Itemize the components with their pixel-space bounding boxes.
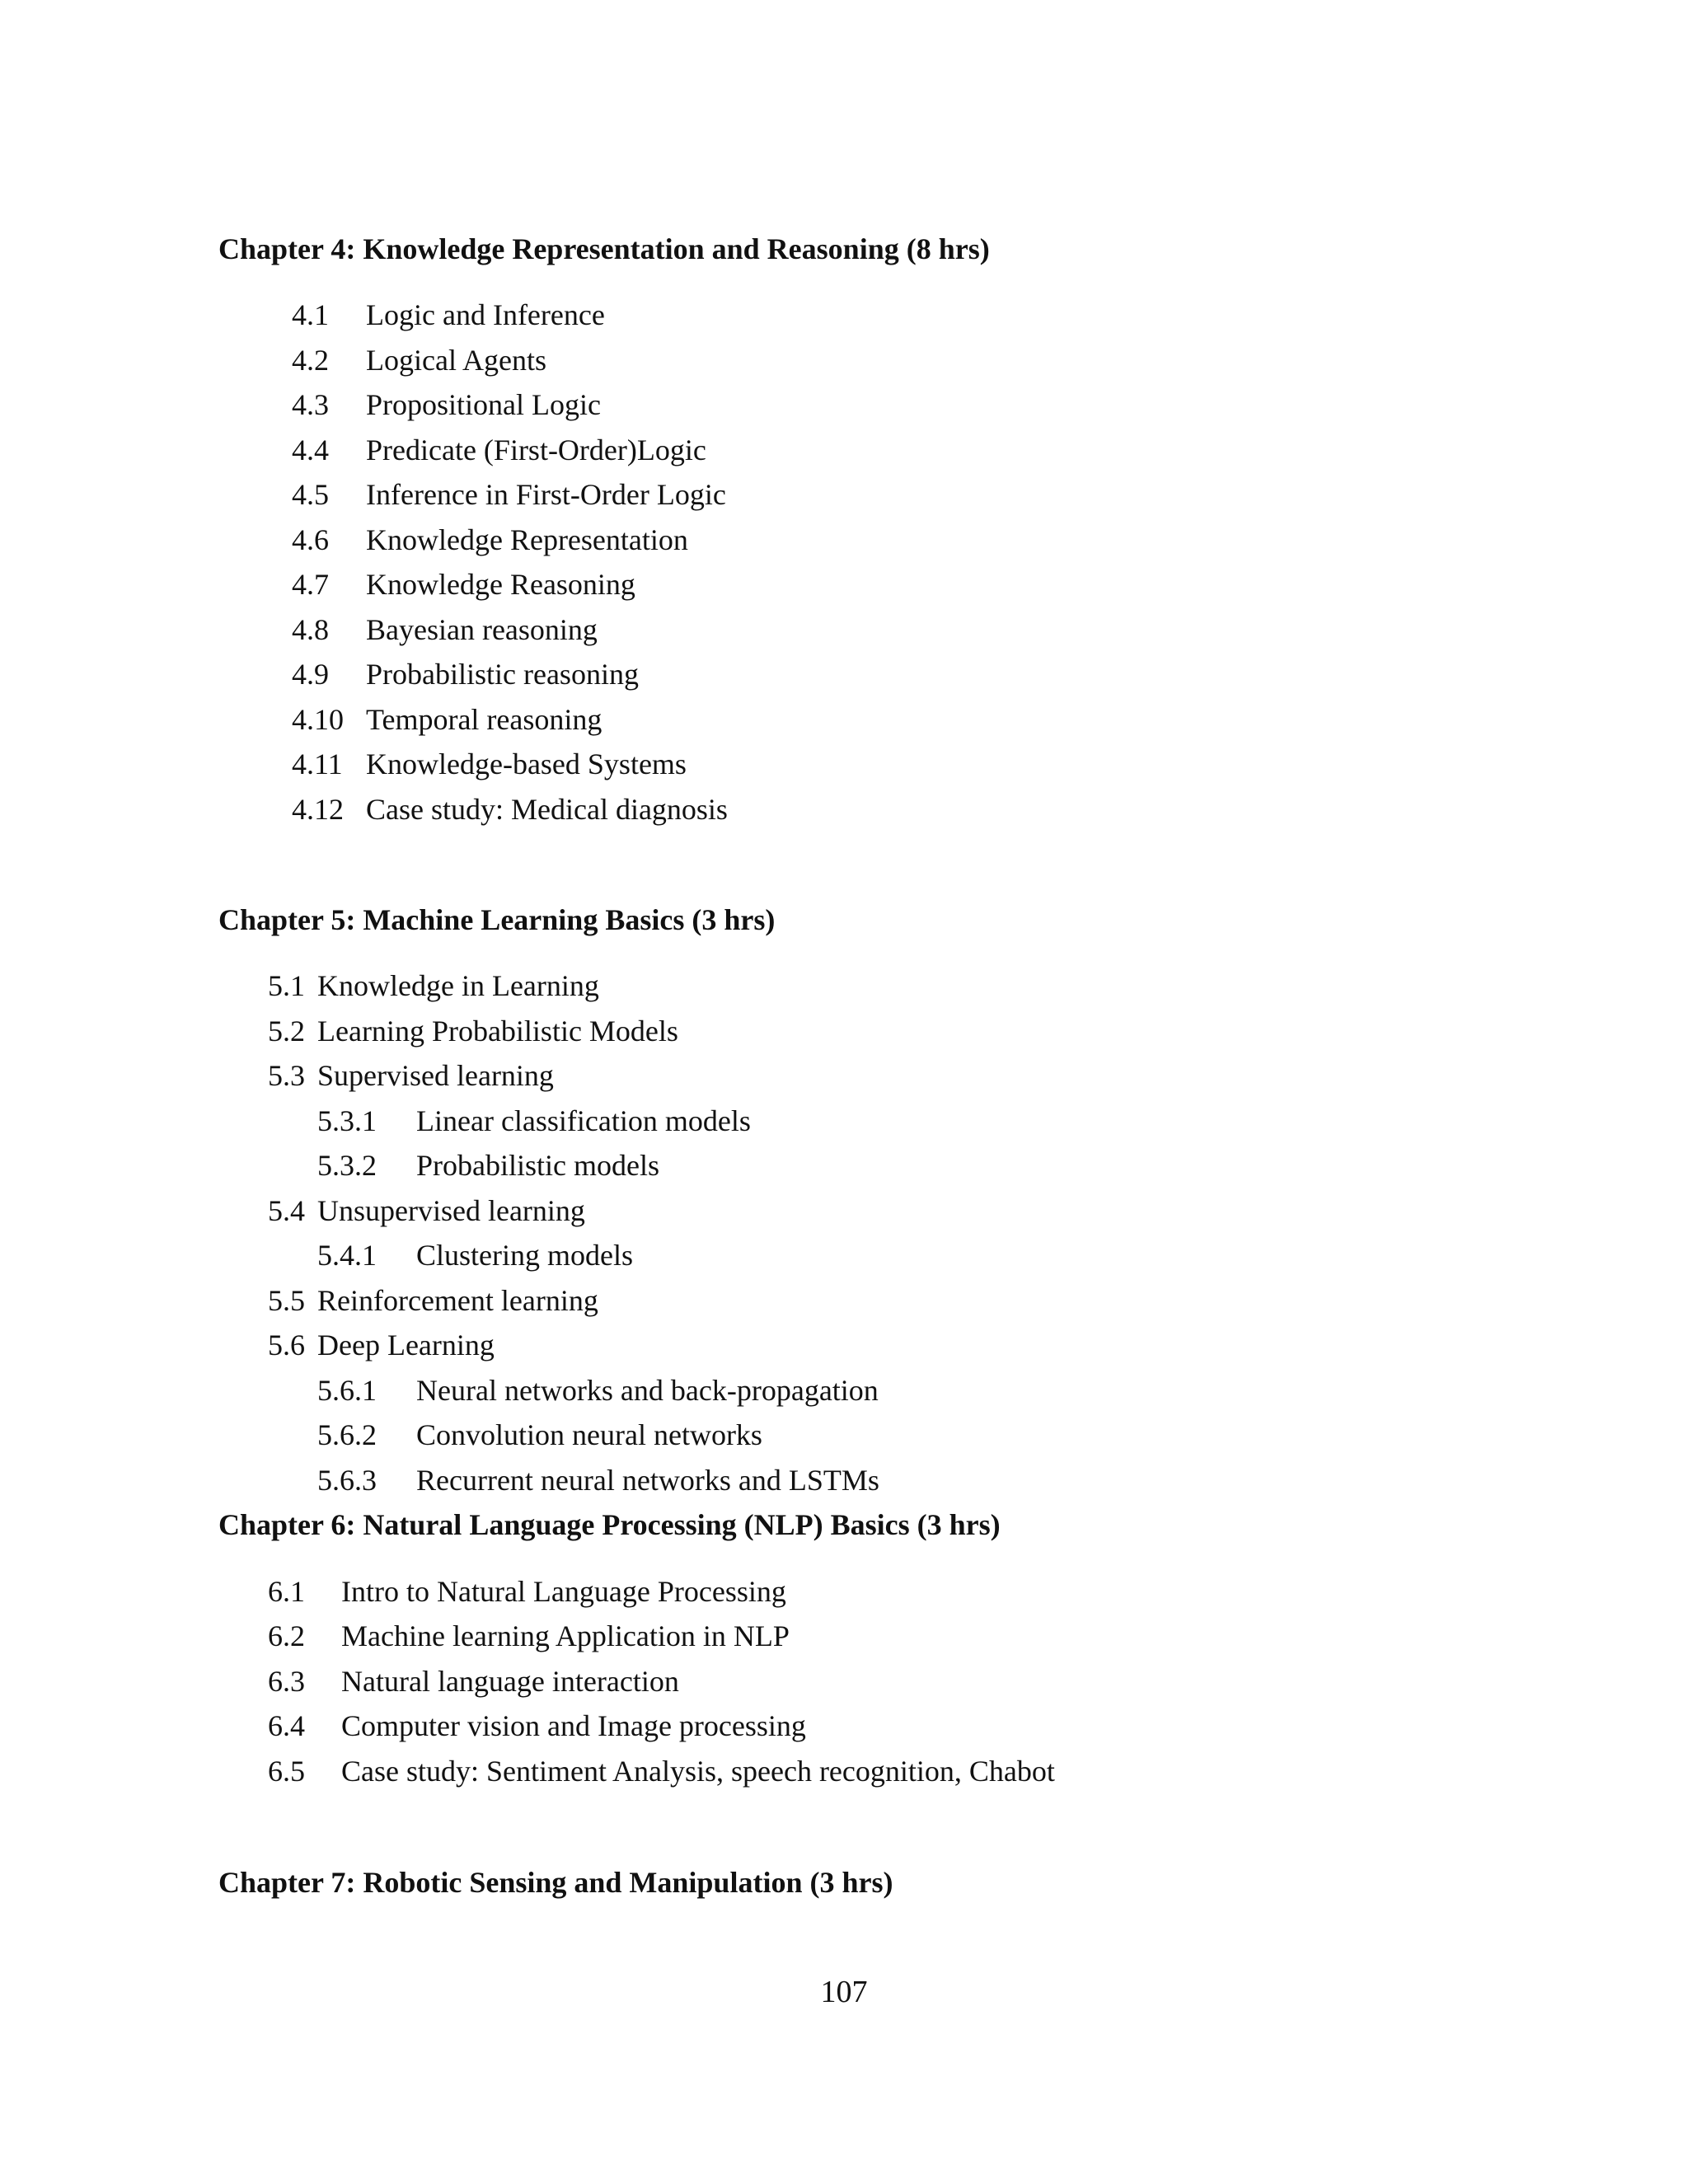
item-text: Supervised learning (317, 1059, 554, 1092)
item-number: 5.6.1 (317, 1374, 377, 1407)
item-text: Unsupervised learning (317, 1194, 585, 1227)
item-text: Deep Learning (317, 1329, 495, 1361)
item-number: 4.2 (292, 344, 329, 377)
item-text: Logical Agents (366, 344, 546, 377)
item-text: Predicate (First-Order)Logic (366, 434, 706, 466)
item-number: 4.4 (292, 434, 329, 466)
item-number: 5.2 (268, 1015, 305, 1047)
item-text: Intro to Natural Language Processing (341, 1575, 786, 1608)
item-text: Learning Probabilistic Models (317, 1015, 678, 1047)
item-number: 6.3 (268, 1665, 305, 1698)
item-text: Probabilistic models (416, 1149, 659, 1182)
item-text: Case study: Medical diagnosis (366, 793, 728, 826)
item-text: Knowledge in Learning (317, 969, 599, 1002)
item-text: Probabilistic reasoning (366, 658, 639, 691)
item-number: 5.1 (268, 969, 305, 1002)
item-number: 4.11 (292, 748, 343, 780)
item-text: Temporal reasoning (366, 703, 603, 736)
item-number: 5.3 (268, 1059, 305, 1092)
item-number: 4.1 (292, 298, 329, 331)
item-number: 6.4 (268, 1709, 305, 1742)
item-text: Inference in First-Order Logic (366, 478, 726, 511)
chapter-6-heading: Chapter 6: Natural Language Processing (NLP) Basics (3 hrs) (218, 1508, 1001, 1541)
item-text: Reinforcement learning (317, 1284, 598, 1317)
item-number: 6.5 (268, 1755, 305, 1788)
item-text: Natural language interaction (341, 1665, 679, 1698)
item-text: Propositional Logic (366, 388, 601, 421)
chapter-5-heading: Chapter 5: Machine Learning Basics (3 hrs) (218, 903, 776, 936)
item-text: Machine learning Application in NLP (341, 1619, 790, 1652)
item-text: Linear classification models (416, 1104, 751, 1137)
item-number: 5.4.1 (317, 1239, 377, 1272)
item-number: 4.10 (292, 703, 344, 736)
item-number: 5.6.3 (317, 1464, 377, 1497)
item-text: Neural networks and back-propagation (416, 1374, 879, 1407)
item-number: 4.6 (292, 523, 329, 556)
item-text: Knowledge-based Systems (366, 748, 687, 780)
item-text: Logic and Inference (366, 298, 605, 331)
item-number: 4.7 (292, 568, 329, 601)
item-number: 5.3.2 (317, 1149, 377, 1182)
item-text: Knowledge Representation (366, 523, 688, 556)
item-number: 4.5 (292, 478, 329, 511)
item-number: 5.5 (268, 1284, 305, 1317)
item-text: Computer vision and Image processing (341, 1709, 806, 1742)
item-number: 4.12 (292, 793, 344, 826)
item-number: 5.6.2 (317, 1418, 377, 1451)
item-number: 4.3 (292, 388, 329, 421)
item-number: 5.4 (268, 1194, 305, 1227)
item-text: Recurrent neural networks and LSTMs (416, 1464, 879, 1497)
item-number: 6.2 (268, 1619, 305, 1652)
item-text: Bayesian reasoning (366, 613, 598, 646)
chapter-4-heading: Chapter 4: Knowledge Representation and Reasoning (8 hrs) (218, 232, 990, 265)
item-number: 5.6 (268, 1329, 305, 1361)
item-number: 6.1 (268, 1575, 305, 1608)
item-text: Knowledge Reasoning (366, 568, 635, 601)
chapter-7-heading: Chapter 7: Robotic Sensing and Manipulation (3 hrs) (218, 1866, 893, 1899)
item-number: 4.9 (292, 658, 329, 691)
item-number: 5.3.1 (317, 1104, 377, 1137)
item-text: Case study: Sentiment Analysis, speech recognition, Chabot (341, 1755, 1055, 1788)
item-text: Convolution neural networks (416, 1418, 762, 1451)
page-number: 107 (820, 1975, 868, 2009)
item-text: Clustering models (416, 1239, 633, 1272)
item-number: 4.8 (292, 613, 329, 646)
